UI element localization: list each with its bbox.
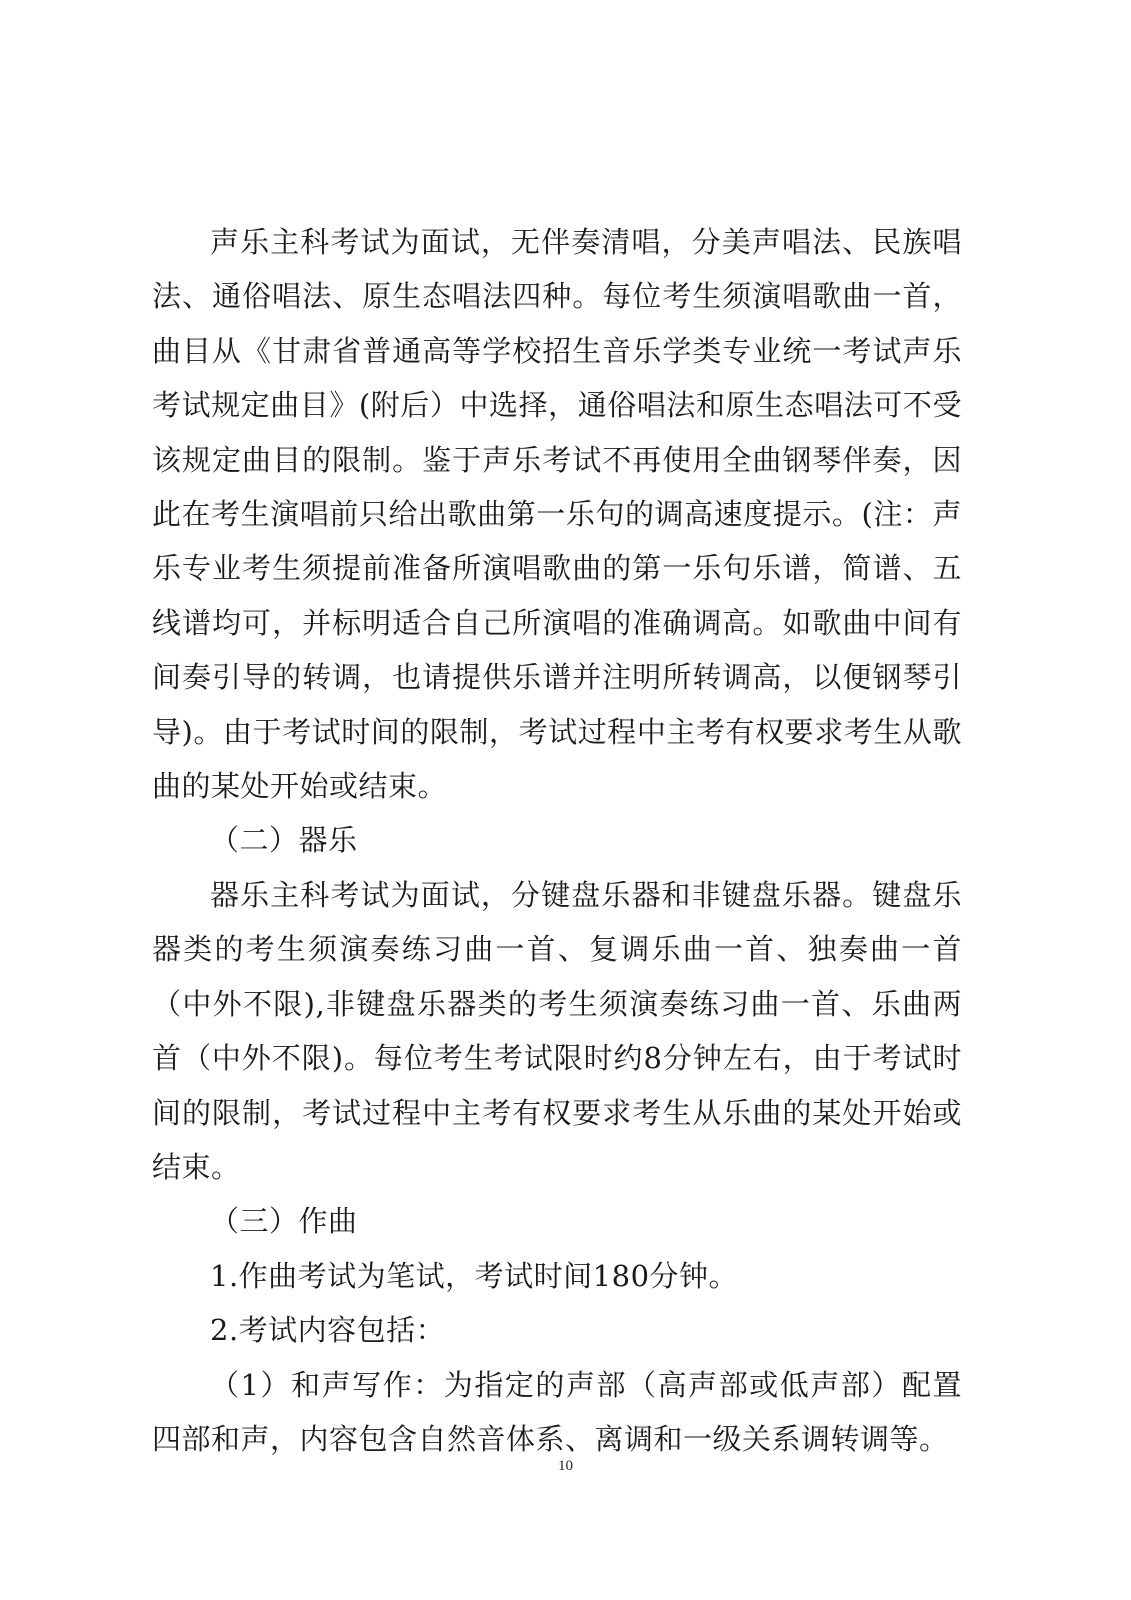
page-number: 10 bbox=[558, 1458, 573, 1474]
document-body bbox=[152, 215, 962, 1466]
section-heading-composition: （三）作曲 bbox=[210, 1204, 358, 1239]
paragraph-composition-item-1: 1.作曲考试为笔试，考试时间180分钟。 bbox=[210, 1258, 739, 1293]
paragraph-harmony-writing: （1）和声写作：为指定的声部（高声部或低声部）配置四部和声，内容包含自然音体系、离调和一级关系调转调等。 bbox=[152, 1367, 962, 1456]
section-heading-instrumental: （二）器乐 bbox=[210, 823, 358, 858]
paragraph-composition-item-2: 2.考试内容包括： bbox=[210, 1313, 446, 1348]
paragraph-vocal-exam: 声乐主科考试为面试，无伴奏清唱，分美声唱法、民族唱法、通俗唱法、原生态唱法四种。每位考生须演唱歌曲一首，曲目从《甘肃省普通高等学校招生音乐学类专业统一考试声乐考试规定曲目》(附后）中选择，通俗唱法和原生态唱法可不受该规定曲目的限制。鉴于声乐考试不再使用全曲钢琴伴奏，因此在考生演唱前只给出歌曲第一乐句的调高速度提示。(注：声乐专业考生须提前准备所演唱歌曲的第一乐句乐谱，简谱、五线谱均可，并标明适合自己所演唱的准确调高。如歌曲中间有间奏引导的转调，也请提供乐谱并注明所转调高，以便钢琴引导)。由于考试时间的限制，考试过程中主考有权要求考生从歌曲的某处开始或结束。 bbox=[152, 225, 962, 804]
paragraph-instrumental-exam: 器乐主科考试为面试，分键盘乐器和非键盘乐器。键盘乐器类的考生须演奏练习曲一首、复调乐曲一首、独奏曲一首（中外不限),非键盘乐器类的考生须演奏练习曲一首、乐曲两首（中外不限)。每位考生考试限时约8分钟左右，由于考试时间的限制，考试过程中主考有权要求考生从乐曲的某处开始或结束。 bbox=[152, 877, 962, 1184]
